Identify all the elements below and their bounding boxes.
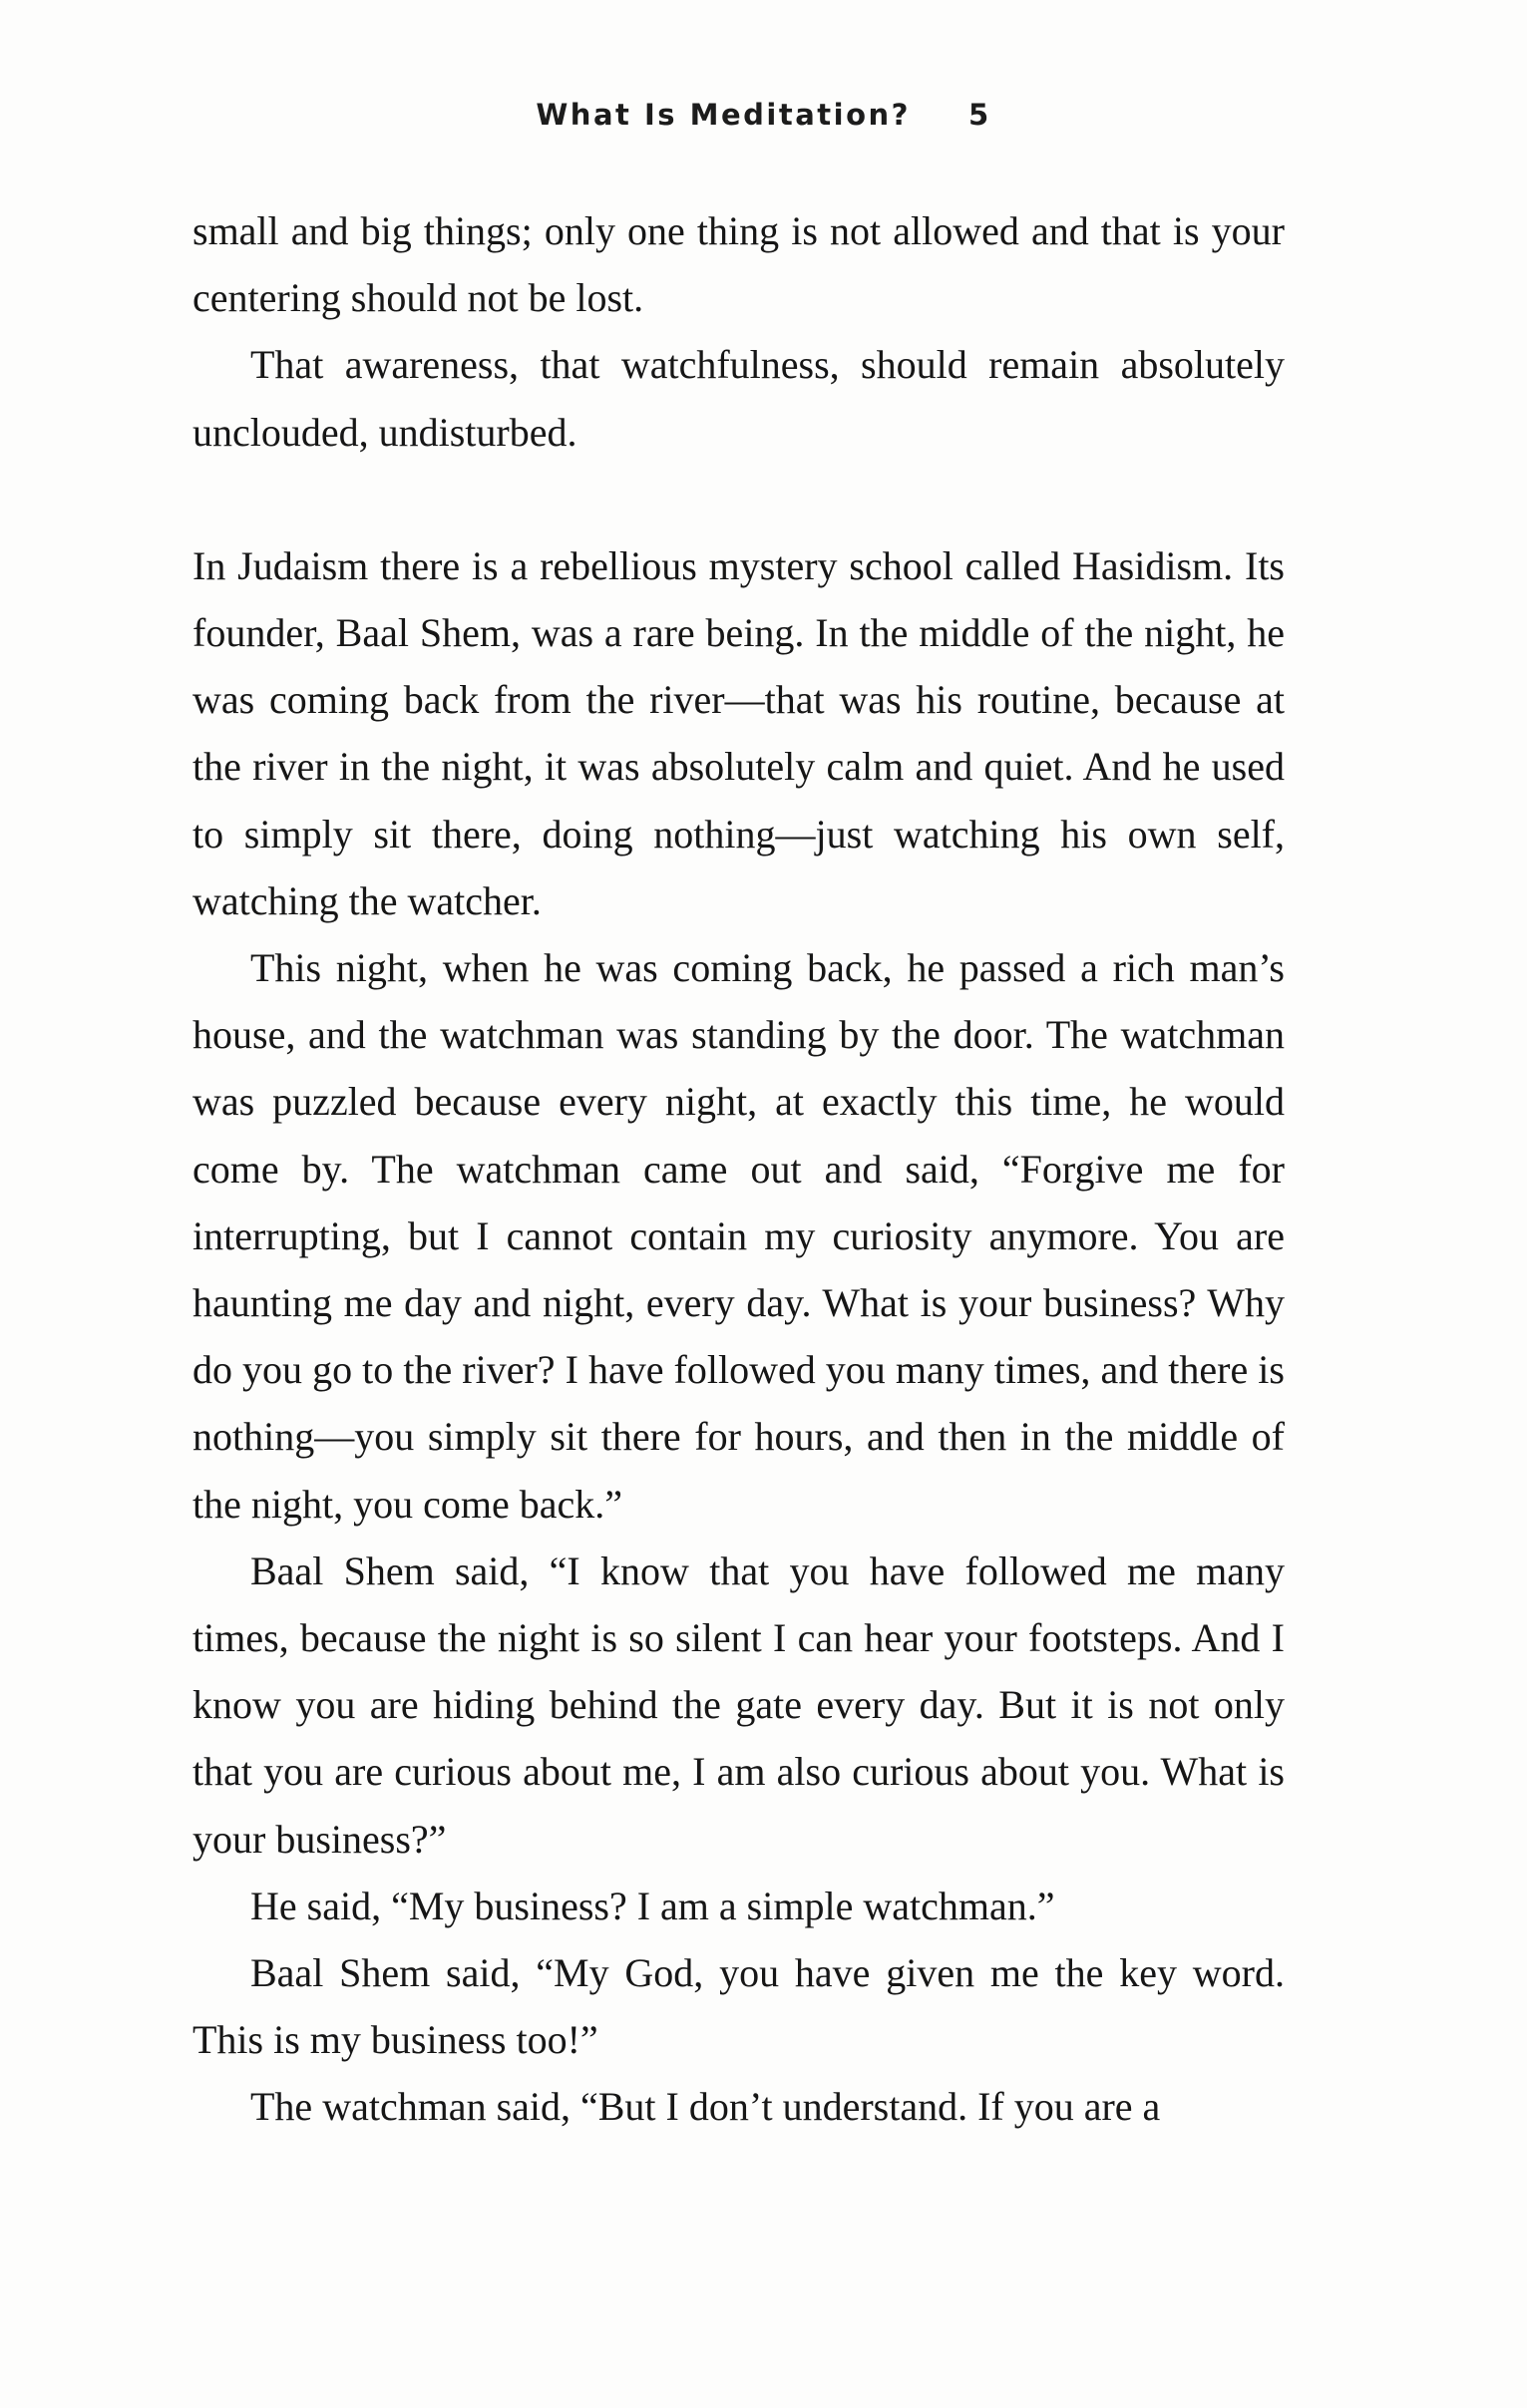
paragraph: He said, “My business? I am a simple watchman.” — [250, 1883, 1055, 1928]
paragraph: small and big things; only one thing is not allowed and that is your centering should not be lost. — [192, 208, 1285, 321]
paragraph: Baal Shem said, “My God, you have given me the key word. This is my business too!” — [192, 1950, 1285, 2063]
paragraph: The watchman said, “But I don’t understand. If you are a — [250, 2084, 1161, 2130]
running-head — [0, 98, 1527, 132]
page-number: 5 — [967, 98, 991, 132]
body-text — [192, 197, 1285, 2141]
paragraph: In Judaism there is a rebellious mystery school called Hasidism. Its founder, Baal Shem, was a rare being. In the middle of the night, he was coming back from the river—that was his routine, because at the river in the night, it was absolutely calm and quiet. And he used to simply sit there, doing nothing—just watching his own self, watching the watcher. — [192, 542, 1285, 923]
paragraph: This night, when he was coming back, he passed a rich man’s house, and the watchman was standing by the door. The watchman was puzzled because every night, at exactly this time, he would come by. The watchman came out and said, “Forgive me for interrupting, but I cannot contain my curiosity anymore. You are haunting me day and night, every day. What is your business? Why do you go to the river? I have followed you many times, and there is nothing—you simply sit there for hours, and then in the middle of the night, you come back.” — [192, 945, 1285, 1527]
chapter-title: What Is Meditation? — [536, 98, 911, 132]
paragraph: Baal Shem said, “I know that you have followed me many times, because the night is so silent I can hear your footsteps. And I know you are hiding behind the gate every day. But it is not only that you are curious about me, I am also curious about you. What is your business?” — [192, 1548, 1285, 1862]
paragraph: That awareness, that watchfulness, should remain absolutely unclouded, undisturbed. — [192, 342, 1285, 455]
